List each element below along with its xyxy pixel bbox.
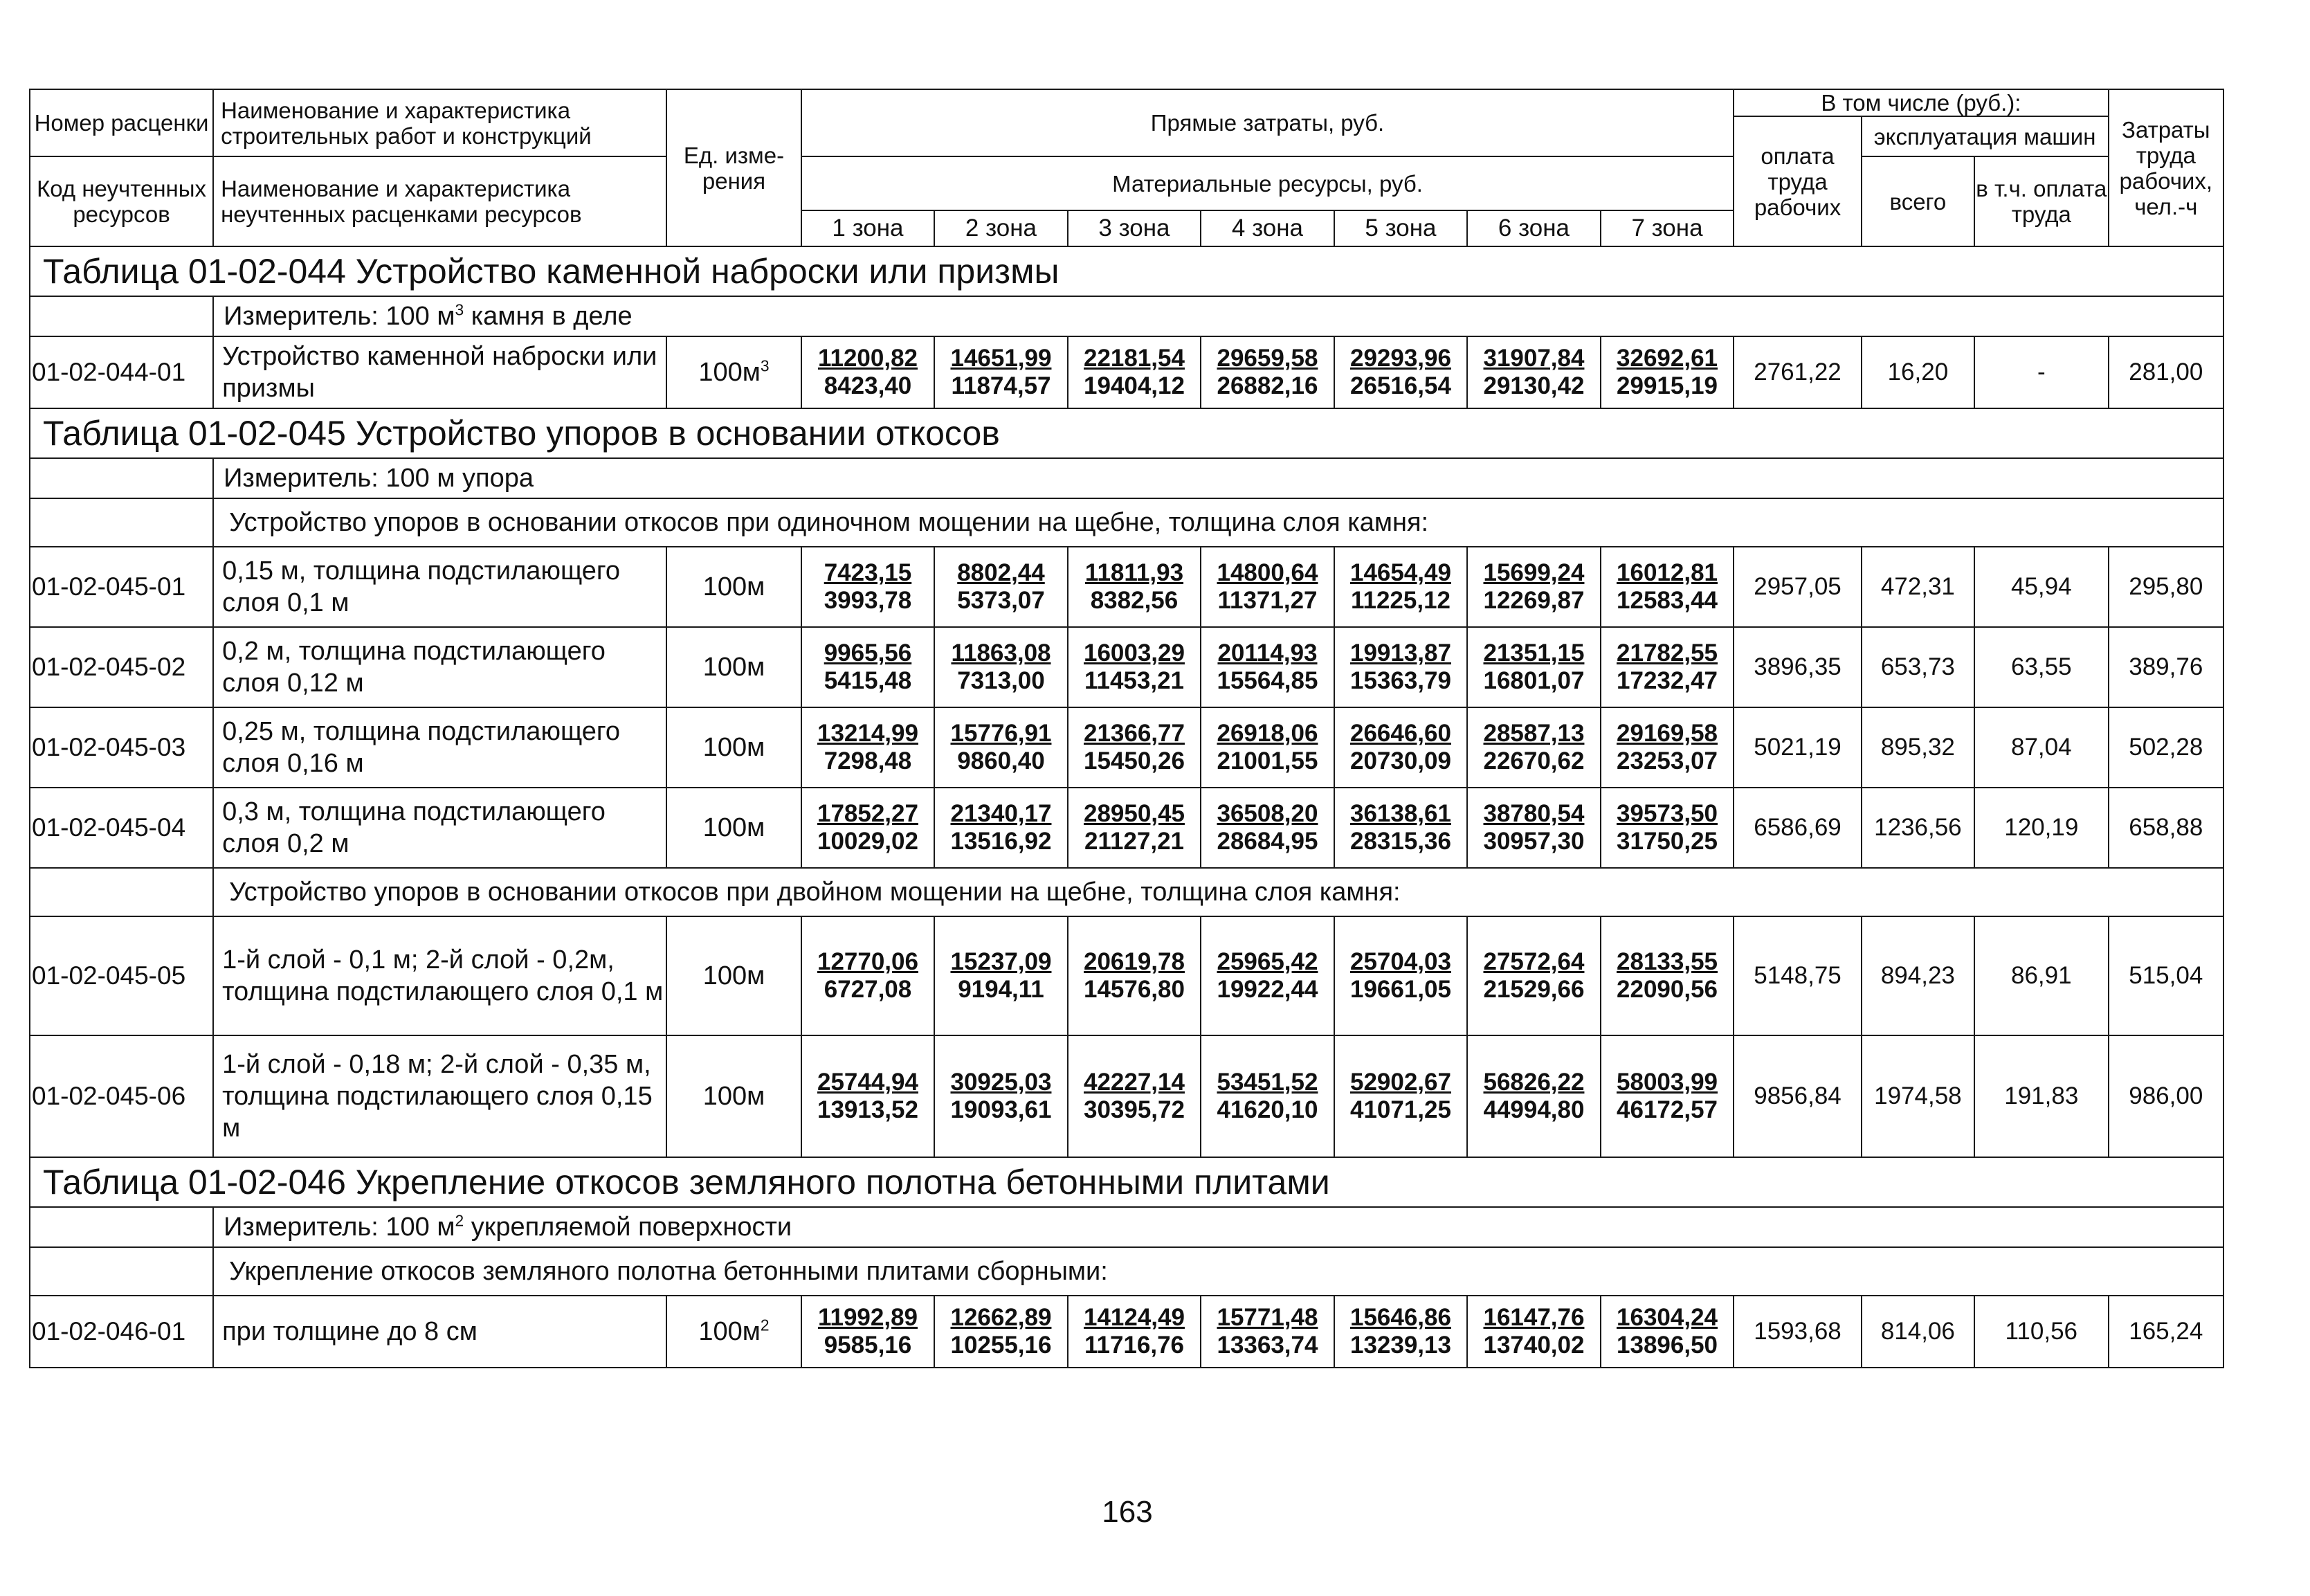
machines-total: 653,73	[1862, 627, 1974, 707]
zone-5-cost	[1334, 336, 1468, 408]
material-cost: 19661,05	[1349, 976, 1451, 1003]
machines-total: 814,06	[1862, 1296, 1974, 1368]
direct-cost: 16003,29	[1083, 640, 1185, 666]
direct-cost: 20114,93	[1217, 640, 1318, 666]
direct-cost: 11992,89	[817, 1304, 918, 1331]
material-cost: 15363,79	[1349, 667, 1451, 694]
direct-cost: 25744,94	[817, 1069, 918, 1096]
zone-5-cost	[1334, 916, 1468, 1035]
machine-labor: 87,04	[1974, 707, 2109, 788]
direct-cost: 14800,64	[1217, 559, 1318, 586]
material-cost: 41620,10	[1217, 1096, 1318, 1123]
direct-cost: 25704,03	[1349, 948, 1451, 975]
material-cost: 30395,72	[1083, 1096, 1185, 1123]
table-045-subheading-1: Устройство упоров в основании откосов при одиночном мощении на щебне, толщина слоя камня:	[213, 498, 2223, 547]
material-cost: 22090,56	[1617, 976, 1718, 1003]
zone-6-cost	[1467, 916, 1601, 1035]
table-045-title: Таблица 01-02-045 Устройство упоров в основании откосов	[30, 408, 2223, 458]
table-row	[30, 916, 2223, 1035]
material-cost: 9585,16	[824, 1332, 912, 1359]
material-cost: 13913,52	[817, 1096, 918, 1123]
empty-cell	[30, 296, 213, 336]
labor-hours: 658,88	[2109, 788, 2223, 868]
table-row	[30, 336, 2223, 408]
material-cost: 13740,02	[1483, 1332, 1585, 1359]
table-row	[30, 707, 2223, 788]
direct-cost: 16012,81	[1617, 559, 1718, 586]
labor-pay: 5148,75	[1734, 916, 1861, 1035]
material-cost: 21001,55	[1217, 747, 1318, 774]
table-header	[30, 89, 2223, 246]
labor-pay: 2761,22	[1734, 336, 1861, 408]
direct-cost: 32692,61	[1617, 345, 1718, 372]
direct-cost: 42227,14	[1083, 1069, 1185, 1096]
zone-3-cost	[1068, 788, 1201, 868]
table-046-measure: Измеритель: 100 $м^2$ укрепляемой поверхности	[213, 1207, 2223, 1247]
direct-cost: 12662,89	[950, 1304, 1052, 1331]
labor-pay: 9856,84	[1734, 1035, 1861, 1157]
labor-pay: 2957,05	[1734, 547, 1861, 627]
direct-cost: 56826,22	[1483, 1069, 1585, 1096]
empty-cell	[30, 1247, 213, 1296]
zone-7-cost	[1601, 788, 1734, 868]
material-cost: 22670,62	[1483, 747, 1585, 774]
zone-6-cost	[1467, 1035, 1601, 1157]
zone-7-cost	[1601, 916, 1734, 1035]
zone-1-cost	[801, 916, 935, 1035]
zone-5-cost	[1334, 547, 1468, 627]
material-cost: 44994,80	[1483, 1096, 1585, 1123]
unit: 100м	[666, 627, 801, 707]
zone-3-cost	[1068, 336, 1201, 408]
material-cost: 11371,27	[1217, 587, 1318, 614]
direct-cost: 52902,67	[1349, 1069, 1451, 1096]
zone-1-cost	[801, 707, 935, 788]
header-zone-2: 2 зона	[934, 210, 1068, 246]
header-machine-total: всего	[1862, 156, 1974, 246]
header-name-bottom: Наименование и характеристика неучтенных расценками ресурсов	[213, 156, 666, 246]
direct-cost: 26918,06	[1217, 720, 1318, 747]
material-cost: 29915,19	[1617, 372, 1718, 399]
machine-labor: 120,19	[1974, 788, 2109, 868]
direct-cost: 26646,60	[1349, 720, 1451, 747]
material-cost: 20730,09	[1349, 747, 1451, 774]
labor-hours: 986,00	[2109, 1035, 2223, 1157]
material-cost: 46172,57	[1617, 1096, 1718, 1123]
material-cost: 13363,74	[1217, 1332, 1318, 1359]
direct-cost: 13214,99	[817, 720, 918, 747]
table-045-rows-double	[30, 916, 2223, 1157]
material-cost: 13896,50	[1617, 1332, 1718, 1359]
unit: 100м	[666, 1035, 801, 1157]
empty-cell	[30, 868, 213, 916]
direct-cost: 38780,54	[1483, 800, 1585, 827]
direct-cost: 53451,52	[1217, 1069, 1318, 1096]
material-cost: 11716,76	[1084, 1332, 1185, 1359]
direct-cost: 39573,50	[1617, 800, 1718, 827]
material-cost: 9194,11	[958, 976, 1044, 1003]
header-code-bottom: Код неучтенных ресурсов	[30, 156, 213, 246]
material-cost: 19404,12	[1083, 372, 1185, 399]
header-unit: Ед. изме-рения	[666, 89, 801, 246]
zone-3-cost	[1068, 1296, 1201, 1368]
material-cost: 28684,95	[1217, 828, 1318, 855]
direct-cost: 30925,03	[950, 1069, 1052, 1096]
zone-7-cost	[1601, 627, 1734, 707]
table-046-rows	[30, 1296, 2223, 1368]
material-cost: 23253,07	[1617, 747, 1718, 774]
machines-total: 1236,56	[1862, 788, 1974, 868]
table-044-rows	[30, 336, 2223, 408]
material-cost: 13516,92	[950, 828, 1052, 855]
header-zone-7: 7 зона	[1601, 210, 1734, 246]
header-zone-6: 6 зона	[1467, 210, 1601, 246]
zone-4-cost	[1201, 547, 1334, 627]
zone-1-cost	[801, 1035, 935, 1157]
zone-6-cost	[1467, 627, 1601, 707]
material-cost: 7298,48	[824, 747, 912, 774]
zone-6-cost	[1467, 547, 1601, 627]
direct-cost: 14124,49	[1083, 1304, 1185, 1331]
machines-total: 16,20	[1862, 336, 1974, 408]
zone-6-cost	[1467, 1296, 1601, 1368]
work-name: 1-й слой - 0,1 м; 2-й слой - 0,2м, толщина подстилающего слоя 0,1 м	[213, 916, 666, 1035]
table-046-title: Таблица 01-02-046 Укрепление откосов земляного полотна бетонными плитами	[30, 1157, 2223, 1207]
machine-labor: 110,56	[1974, 1296, 2109, 1368]
zone-5-cost	[1334, 788, 1468, 868]
zone-3-cost	[1068, 547, 1201, 627]
rate-code: 01-02-045-01	[30, 547, 213, 627]
direct-cost: 29659,58	[1217, 345, 1318, 372]
zone-4-cost	[1201, 707, 1334, 788]
machine-labor: 63,55	[1974, 627, 2109, 707]
table-045-rows-single	[30, 547, 2223, 868]
rate-code: 01-02-045-05	[30, 916, 213, 1035]
machines-total: 895,32	[1862, 707, 1974, 788]
zone-5-cost	[1334, 627, 1468, 707]
direct-cost: 36138,61	[1349, 800, 1451, 827]
material-cost: 28315,36	[1349, 828, 1451, 855]
material-cost: 11874,57	[951, 372, 1051, 399]
direct-cost: 28587,13	[1483, 720, 1585, 747]
direct-cost: 21351,15	[1483, 640, 1585, 666]
material-cost: 12583,44	[1617, 587, 1718, 614]
zone-4-cost	[1201, 916, 1334, 1035]
direct-cost: 14651,99	[950, 345, 1052, 372]
direct-cost: 21366,77	[1083, 720, 1185, 747]
zone-6-cost	[1467, 336, 1601, 408]
table-044-title: Таблица 01-02-044 Устройство каменной наброски или призмы	[30, 246, 2223, 296]
header-zone-3: 3 зона	[1068, 210, 1201, 246]
unit: $100м^3$	[666, 336, 801, 408]
zone-4-cost	[1201, 336, 1334, 408]
rate-code: 01-02-046-01	[30, 1296, 213, 1368]
header-labor-hours: Затраты труда рабочих, чел.-ч	[2109, 89, 2223, 246]
material-cost: 3993,78	[824, 587, 912, 614]
direct-cost: 15646,86	[1349, 1304, 1451, 1331]
machine-labor: 45,94	[1974, 547, 2109, 627]
page-number: 163	[1102, 1495, 1153, 1529]
labor-hours: 295,80	[2109, 547, 2223, 627]
table-046-subheading: Укрепление откосов земляного полотна бетонными плитами сборными:	[213, 1247, 2223, 1296]
labor-hours: 515,04	[2109, 916, 2223, 1035]
material-cost: 17232,47	[1617, 667, 1718, 694]
material-cost: 29130,42	[1483, 372, 1585, 399]
zone-2-cost	[934, 547, 1068, 627]
material-cost: 12269,87	[1483, 587, 1585, 614]
header-material-resources: Материальные ресурсы, руб.	[801, 156, 1734, 210]
table-body	[30, 246, 2223, 336]
direct-cost: 11200,82	[817, 345, 918, 372]
work-name: 1-й слой - 0,18 м; 2-й слой - 0,35 м, толщина подстилающего слоя 0,15 м	[213, 1035, 666, 1157]
rate-code: 01-02-045-03	[30, 707, 213, 788]
labor-pay: 6586,69	[1734, 788, 1861, 868]
material-cost: 19093,61	[950, 1096, 1052, 1123]
table-row	[30, 1296, 2223, 1368]
zone-1-cost	[801, 547, 935, 627]
work-name: 0,15 м, толщина подстилающего слоя 0,1 м	[213, 547, 666, 627]
material-cost: 11453,21	[1084, 667, 1185, 694]
unit: 100м	[666, 916, 801, 1035]
direct-cost: 20619,78	[1083, 948, 1185, 975]
zone-2-cost	[934, 627, 1068, 707]
direct-cost: 14654,49	[1349, 559, 1451, 586]
empty-cell	[30, 498, 213, 547]
direct-cost: 31907,84	[1483, 345, 1585, 372]
zone-7-cost	[1601, 1296, 1734, 1368]
header-zone-1: 1 зона	[801, 210, 935, 246]
direct-cost: 21340,17	[950, 800, 1052, 827]
rate-code: 01-02-045-04	[30, 788, 213, 868]
table-row	[30, 627, 2223, 707]
zone-5-cost	[1334, 1035, 1468, 1157]
zone-7-cost	[1601, 336, 1734, 408]
machines-total: 1974,58	[1862, 1035, 1974, 1157]
material-cost: 10255,16	[950, 1332, 1052, 1359]
material-cost: 13239,13	[1349, 1332, 1451, 1359]
zone-1-cost	[801, 1296, 935, 1368]
machine-labor: -	[1974, 336, 2109, 408]
work-name: 0,2 м, толщина подстилающего слоя 0,12 м	[213, 627, 666, 707]
zone-3-cost	[1068, 916, 1201, 1035]
material-cost: 41071,25	[1349, 1096, 1451, 1123]
material-cost: 14576,80	[1083, 976, 1185, 1003]
direct-cost: 16304,24	[1617, 1304, 1718, 1331]
direct-cost: 28133,55	[1617, 948, 1718, 975]
zone-4-cost	[1201, 1035, 1334, 1157]
rate-code: 01-02-045-02	[30, 627, 213, 707]
material-cost: 16801,07	[1483, 667, 1585, 694]
direct-cost: 17852,27	[817, 800, 918, 827]
material-cost: 15564,85	[1217, 667, 1318, 694]
labor-pay: 3896,35	[1734, 627, 1861, 707]
unit: 100м	[666, 788, 801, 868]
zone-3-cost	[1068, 627, 1201, 707]
empty-cell	[30, 1207, 213, 1247]
direct-cost: 15699,24	[1483, 559, 1585, 586]
direct-cost: 7423,15	[824, 559, 912, 586]
direct-cost: 11811,93	[1084, 559, 1184, 586]
header-zone-4: 4 зона	[1201, 210, 1334, 246]
table-044-measure: Измеритель: 100 $м^3$ камня в деле	[213, 296, 2223, 336]
material-cost: 31750,25	[1617, 828, 1718, 855]
work-name: Устройство каменной наброски или призмы	[213, 336, 666, 408]
material-cost: 8382,56	[1090, 587, 1179, 614]
zone-7-cost	[1601, 707, 1734, 788]
direct-cost: 21782,55	[1617, 640, 1718, 666]
material-cost: 10029,02	[817, 828, 918, 855]
direct-cost: 8802,44	[957, 559, 1045, 586]
zone-3-cost	[1068, 707, 1201, 788]
material-cost: 26516,54	[1349, 372, 1451, 399]
zone-5-cost	[1334, 1296, 1468, 1368]
material-cost: 5415,48	[824, 667, 912, 694]
material-cost: 21529,66	[1483, 976, 1585, 1003]
direct-cost: 12770,06	[817, 948, 918, 975]
zone-6-cost	[1467, 707, 1601, 788]
rate-code: 01-02-044-01	[30, 336, 213, 408]
direct-cost: 36508,20	[1217, 800, 1318, 827]
labor-pay: 1593,68	[1734, 1296, 1861, 1368]
direct-cost: 58003,99	[1617, 1069, 1718, 1096]
material-cost: 15450,26	[1083, 747, 1185, 774]
header-direct-costs: Прямые затраты, руб.	[801, 89, 1734, 156]
zone-7-cost	[1601, 547, 1734, 627]
material-cost: 7313,00	[957, 667, 1045, 694]
table-row	[30, 547, 2223, 627]
zone-2-cost	[934, 1035, 1068, 1157]
material-cost: 11225,12	[1350, 587, 1451, 614]
direct-cost: 15776,91	[950, 720, 1052, 747]
price-table	[29, 89, 2224, 1368]
direct-cost: 25965,42	[1217, 948, 1318, 975]
zone-1-cost	[801, 627, 935, 707]
direct-cost: 29293,96	[1349, 345, 1451, 372]
header-labor-pay: оплата труда рабочих	[1734, 116, 1861, 246]
zone-1-cost	[801, 788, 935, 868]
rate-code: 01-02-045-06	[30, 1035, 213, 1157]
material-cost: 8423,40	[824, 372, 912, 399]
unit: 100м	[666, 547, 801, 627]
labor-hours: 502,28	[2109, 707, 2223, 788]
zone-7-cost	[1601, 1035, 1734, 1157]
zone-2-cost	[934, 336, 1068, 408]
direct-cost: 27572,64	[1483, 948, 1585, 975]
labor-hours: 281,00	[2109, 336, 2223, 408]
direct-cost: 19913,87	[1349, 640, 1451, 666]
material-cost: 5373,07	[957, 587, 1045, 614]
direct-cost: 9965,56	[824, 640, 912, 666]
zone-4-cost	[1201, 788, 1334, 868]
zone-5-cost	[1334, 707, 1468, 788]
zone-2-cost	[934, 916, 1068, 1035]
direct-cost: 28950,45	[1083, 800, 1185, 827]
material-cost: 6727,08	[824, 976, 912, 1003]
unit: 100м	[666, 707, 801, 788]
zone-2-cost	[934, 788, 1068, 868]
material-cost: 30957,30	[1483, 828, 1585, 855]
zone-4-cost	[1201, 627, 1334, 707]
machines-total: 472,31	[1862, 547, 1974, 627]
zone-2-cost	[934, 1296, 1068, 1368]
labor-hours: 389,76	[2109, 627, 2223, 707]
machine-labor: 191,83	[1974, 1035, 2109, 1157]
direct-cost: 16147,76	[1483, 1304, 1585, 1331]
table-045-measure: Измеритель: 100 м упора	[213, 458, 2223, 498]
direct-cost: 15771,48	[1217, 1304, 1318, 1331]
zone-6-cost	[1467, 788, 1601, 868]
empty-cell	[30, 458, 213, 498]
zone-3-cost	[1068, 1035, 1201, 1157]
work-name: при толщине до 8 см	[213, 1296, 666, 1368]
direct-cost: 29169,58	[1617, 720, 1718, 747]
table-045-subheading-2: Устройство упоров в основании откосов при двойном мощении на щебне, толщина слоя камня:	[213, 868, 2223, 916]
header-including: В том числе (руб.):	[1734, 89, 2108, 116]
material-cost: 19922,44	[1217, 976, 1318, 1003]
table-row	[30, 788, 2223, 868]
work-name: 0,3 м, толщина подстилающего слоя 0,2 м	[213, 788, 666, 868]
zone-1-cost	[801, 336, 935, 408]
header-machine-labor: в т.ч. оплата труда	[1974, 156, 2109, 246]
machines-total: 894,23	[1862, 916, 1974, 1035]
material-cost: 26882,16	[1217, 372, 1318, 399]
unit: $100м^2$	[666, 1296, 801, 1368]
header-name-top: Наименование и характеристика строительных работ и конструкций	[213, 89, 666, 156]
direct-cost: 15237,09	[950, 948, 1052, 975]
header-zone-5: 5 зона	[1334, 210, 1468, 246]
work-name: 0,25 м, толщина подстилающего слоя 0,16 м	[213, 707, 666, 788]
material-cost: 9860,40	[957, 747, 1045, 774]
direct-cost: 11863,08	[951, 640, 1051, 666]
labor-pay: 5021,19	[1734, 707, 1861, 788]
material-cost: 21127,21	[1084, 828, 1185, 855]
header-machine-operation: эксплуатация машин	[1862, 116, 2109, 156]
direct-cost: 22181,54	[1083, 345, 1185, 372]
header-code-top: Номер расценки	[30, 89, 213, 156]
zone-4-cost	[1201, 1296, 1334, 1368]
labor-hours: 165,24	[2109, 1296, 2223, 1368]
table-row	[30, 1035, 2223, 1157]
machine-labor: 86,91	[1974, 916, 2109, 1035]
zone-2-cost	[934, 707, 1068, 788]
